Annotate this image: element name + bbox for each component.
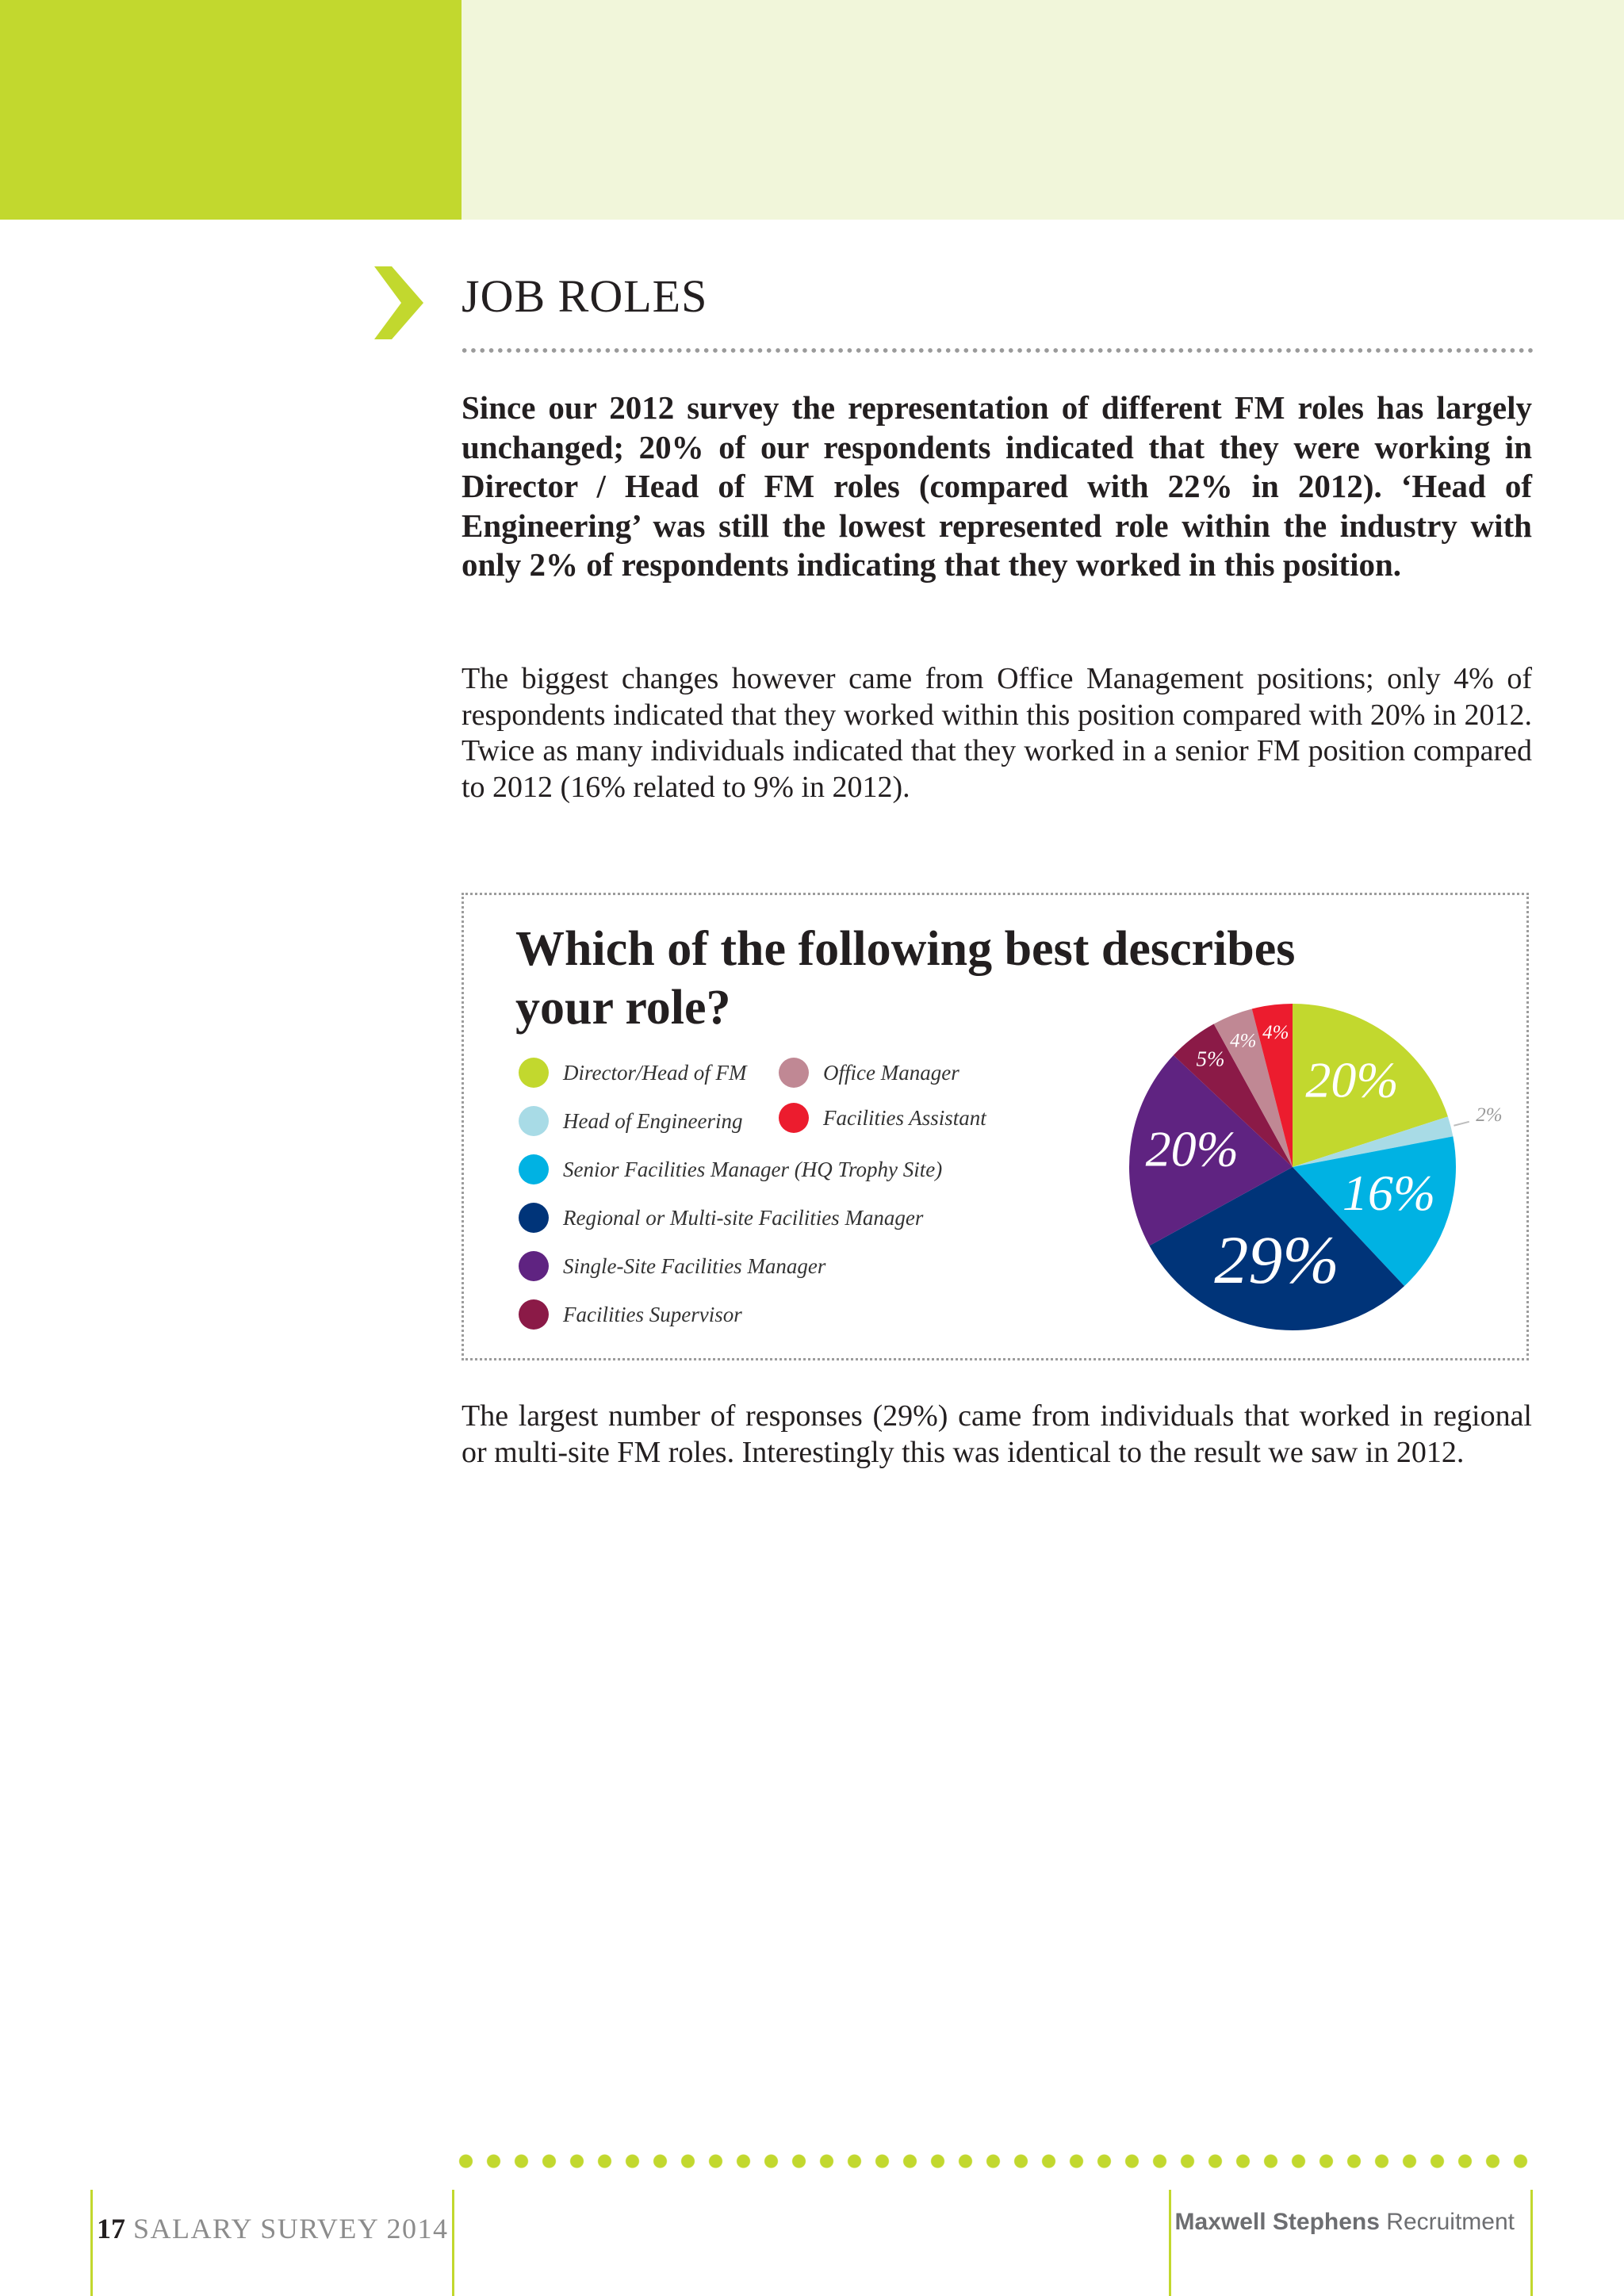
legend-item	[519, 1203, 923, 1233]
footer-rule-left	[90, 2190, 93, 2296]
survey-label: SALARY SURVEY 2014	[133, 2213, 449, 2244]
pie-data-label: 29%	[1214, 1221, 1339, 1298]
legend-swatch	[519, 1154, 549, 1184]
legend-swatch	[519, 1251, 549, 1281]
pie-data-label: 2%	[1476, 1104, 1503, 1127]
pie-data-label: 4%	[1262, 1022, 1289, 1044]
legend-label: Single-Site Facilities Manager	[563, 1253, 826, 1278]
legend-swatch	[519, 1106, 549, 1136]
chart-title: Which of the following best describes your role?	[515, 922, 1296, 1035]
pie-chart	[1110, 983, 1522, 1348]
legend-item	[519, 1251, 825, 1281]
brand-name: Maxwell Stephens	[1174, 2209, 1380, 2235]
footer-dotted-divider	[452, 2152, 1540, 2171]
chevron-right-icon	[374, 266, 423, 339]
legend-label: Facilities Assistant	[823, 1105, 986, 1130]
pie-data-label: 20%	[1145, 1120, 1239, 1177]
footer-rule-end	[1530, 2190, 1533, 2296]
legend-label: Director/Head of FM	[563, 1060, 747, 1085]
page-number: 17	[97, 2213, 125, 2244]
pie-data-label: 16%	[1342, 1165, 1436, 1222]
legend-item	[519, 1154, 942, 1184]
legend-swatch	[519, 1299, 549, 1330]
legend-label: Office Manager	[823, 1060, 959, 1085]
pie-data-label: 20%	[1305, 1051, 1399, 1108]
pie-data-label: 5%	[1196, 1047, 1225, 1071]
legend-label: Facilities Supervisor	[563, 1302, 742, 1326]
legend-label: Head of Engineering	[563, 1108, 743, 1133]
header-green-block	[0, 0, 462, 220]
intro-paragraph: Since our 2012 survey the representation of different FM roles has largely unchanged; 20% of our respondents indicated that they were working in Director / Head of FM roles (compared with 22% in 2012). ‘Head of Engineering’ was still the lowest represented role within the industry with only 2% of respondents indicating that they worked in this position.	[462, 389, 1532, 583]
dotted-divider	[460, 347, 1535, 354]
legend-item	[519, 1106, 742, 1136]
section-title: JOB ROLES	[462, 270, 708, 322]
legend-label: Senior Facilities Manager (HQ Trophy Site)	[563, 1157, 943, 1181]
legend-label: Regional or Multi-site Facilities Manager	[563, 1205, 924, 1230]
brand-logo	[1175, 2209, 1515, 2236]
brand-suffix: Recruitment	[1386, 2209, 1515, 2235]
legend-swatch	[519, 1203, 549, 1233]
legend-item	[779, 1103, 986, 1133]
body-paragraph-1: The biggest changes however came from Office Management positions; only 4% of respondents indicated that they worked within this position compared with 20% in 2012. Twice as many individuals indicated that they worked in a senior FM position compared to 2012 (16% related to 9% in 2012).	[462, 662, 1532, 804]
pie-data-label: 4%	[1230, 1030, 1257, 1052]
footer-rule-right	[1169, 2190, 1171, 2296]
pie-leader-line	[1454, 1122, 1469, 1126]
legend-item	[779, 1058, 959, 1088]
legend-swatch	[779, 1103, 809, 1133]
legend-item	[519, 1299, 742, 1330]
header-pale-band	[462, 0, 1624, 220]
legend-swatch	[519, 1058, 549, 1088]
footer-page-info	[97, 2212, 449, 2245]
legend-item	[519, 1058, 746, 1088]
footer-rule-mid	[452, 2190, 454, 2296]
body-paragraph-2: The largest number of responses (29%) came from individuals that worked in regional or multi-site FM roles. Interestingly this was identical to the result we saw in 2012.	[462, 1399, 1532, 1469]
legend-swatch	[779, 1058, 809, 1088]
